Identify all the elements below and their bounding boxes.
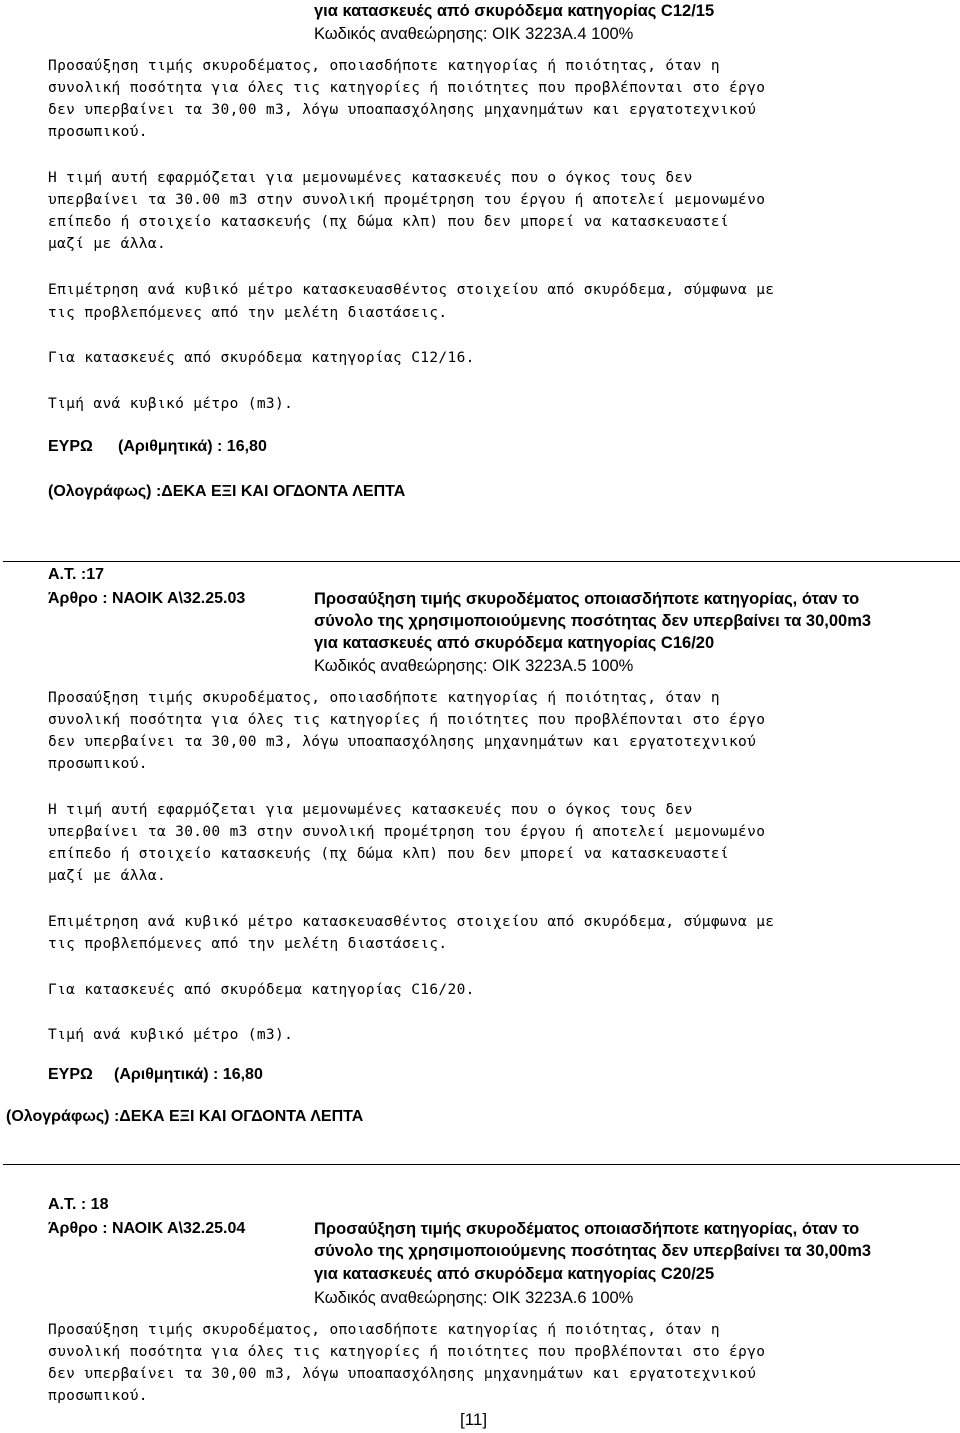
description-line: μαζί με άλλα. — [48, 868, 167, 884]
item-title-line: σύνολο της χρησιμοποιούμενης ποσότητας δεν υπερβαίνει τα 30,00m3 — [314, 612, 872, 630]
unit-price-line: Τιμή ανά κυβικό μέτρο (m3). — [48, 396, 294, 412]
price-words: (Ολογράφως) :ΔΕΚΑ ΕΞΙ ΚΑΙ ΟΓΔΟΝΤΑ ΛΕΠΤΑ — [6, 1108, 364, 1125]
description-line: συνολική ποσότητα για όλες τις κατηγορίες ή ποιότητες που προβλέπονται στο έργο — [48, 712, 766, 728]
item-title-line: Προσαύξηση τιμής σκυροδέματος οποιασδήποτε κατηγορίας, όταν το — [314, 590, 860, 608]
revision-code: Κωδικός αναθεώρησης: ΟΙΚ 3223Α.5 100% — [314, 657, 634, 675]
measurement-line: Επιμέτρηση ανά κυβικό μέτρο κατασκευασθέντος στοιχείου από σκυρόδεμα, σύμφωνα με — [48, 914, 775, 930]
at-label: Α.Τ. :17 — [48, 566, 105, 583]
item-title-line: για κατασκευές από σκυρόδεμα κατηγορίας C12/15 — [314, 2, 715, 20]
description-line: μαζί με άλλα. — [48, 236, 167, 252]
description-line: προσωπικού. — [48, 124, 148, 140]
measurement-line: τις προβλεπόμενες από την μελέτη διαστάσεις. — [48, 936, 448, 952]
item-title-line: για κατασκευές από σκυρόδεμα κατηγορίας C16/20 — [314, 634, 715, 652]
description-line: δεν υπερβαίνει τα 30,00 m3, λόγω υποαπασχόλησης μηχανημάτων και εργατοτεχνικού — [48, 734, 757, 750]
category-line: Για κατασκευές από σκυρόδεμα κατηγορίας C16/20. — [48, 982, 475, 998]
page-number: [11] — [460, 1410, 488, 1429]
description-line: συνολική ποσότητα για όλες τις κατηγορίες ή ποιότητες που προβλέπονται στο έργο — [48, 80, 766, 96]
item-title-line: σύνολο της χρησιμοποιούμενης ποσότητας δεν υπερβαίνει τα 30,00m3 — [314, 1242, 872, 1260]
description-line: προσωπικού. — [48, 1388, 148, 1404]
category-line: Για κατασκευές από σκυρόδεμα κατηγορίας C12/16. — [48, 350, 475, 366]
description-line: συνολική ποσότητα για όλες τις κατηγορίες ή ποιότητες που προβλέπονται στο έργο — [48, 1344, 766, 1360]
description-line: δεν υπερβαίνει τα 30,00 m3, λόγω υποαπασχόλησης μηχανημάτων και εργατοτεχνικού — [48, 102, 757, 118]
price-words: (Ολογράφως) :ΔΕΚΑ ΕΞΙ ΚΑΙ ΟΓΔΟΝΤΑ ΛΕΠΤΑ — [48, 483, 406, 500]
article-label: Άρθρο : ΝΑΟΙΚ Α\32.25.03 — [48, 590, 246, 607]
description-line: Η τιμή αυτή εφαρμόζεται για μεμονωμένες κατασκευές που ο όγκος τους δεν — [48, 170, 693, 186]
description-line: Προσαύξηση τιμής σκυροδέματος, οποιασδήποτε κατηγορίας ή ποιότητας, όταν η — [48, 58, 720, 74]
description-line: υπερβαίνει τα 30.00 m3 στην συνολική προμέτρηση του έργου ή αποτελεί μεμονωμένο — [48, 824, 766, 840]
price-numeric: (Αριθμητικά) : 16,80 — [114, 1066, 263, 1083]
description-line: Η τιμή αυτή εφαρμόζεται για μεμονωμένες κατασκευές που ο όγκος τους δεν — [48, 802, 693, 818]
revision-code: Κωδικός αναθεώρησης: ΟΙΚ 3223Α.6 100% — [314, 1289, 634, 1307]
description-line: Προσαύξηση τιμής σκυροδέματος, οποιασδήποτε κατηγορίας ή ποιότητας, όταν η — [48, 690, 720, 706]
description-line: προσωπικού. — [48, 756, 148, 772]
currency-label: ΕΥΡΩ — [48, 438, 93, 455]
description-line: Προσαύξηση τιμής σκυροδέματος, οποιασδήποτε κατηγορίας ή ποιότητας, όταν η — [48, 1322, 720, 1338]
unit-price-line: Τιμή ανά κυβικό μέτρο (m3). — [48, 1027, 294, 1043]
currency-label: ΕΥΡΩ — [48, 1066, 93, 1083]
at-label: Α.Τ. : 18 — [48, 1196, 109, 1213]
section-divider — [3, 1164, 960, 1165]
description-line: επίπεδο ή στοιχείο κατασκευής (πχ δώμα κλπ) που δεν μπορεί να κατασκευαστεί — [48, 214, 729, 230]
description-line: δεν υπερβαίνει τα 30,00 m3, λόγω υποαπασχόλησης μηχανημάτων και εργατοτεχνικού — [48, 1366, 757, 1382]
item-title-line: για κατασκευές από σκυρόδεμα κατηγορίας C20/25 — [314, 1265, 715, 1283]
item-title-line: Προσαύξηση τιμής σκυροδέματος οποιασδήποτε κατηγορίας, όταν το — [314, 1220, 860, 1238]
revision-code: Κωδικός αναθεώρησης: ΟΙΚ 3223Α.4 100% — [314, 25, 634, 43]
description-line: επίπεδο ή στοιχείο κατασκευής (πχ δώμα κλπ) που δεν μπορεί να κατασκευαστεί — [48, 846, 729, 862]
measurement-line: Επιμέτρηση ανά κυβικό μέτρο κατασκευασθέντος στοιχείου από σκυρόδεμα, σύμφωνα με — [48, 282, 775, 298]
article-label: Άρθρο : ΝΑΟΙΚ Α\32.25.04 — [48, 1220, 246, 1237]
description-line: υπερβαίνει τα 30.00 m3 στην συνολική προμέτρηση του έργου ή αποτελεί μεμονωμένο — [48, 192, 766, 208]
price-numeric: (Αριθμητικά) : 16,80 — [118, 438, 267, 455]
measurement-line: τις προβλεπόμενες από την μελέτη διαστάσεις. — [48, 305, 448, 321]
section-divider — [3, 561, 960, 562]
